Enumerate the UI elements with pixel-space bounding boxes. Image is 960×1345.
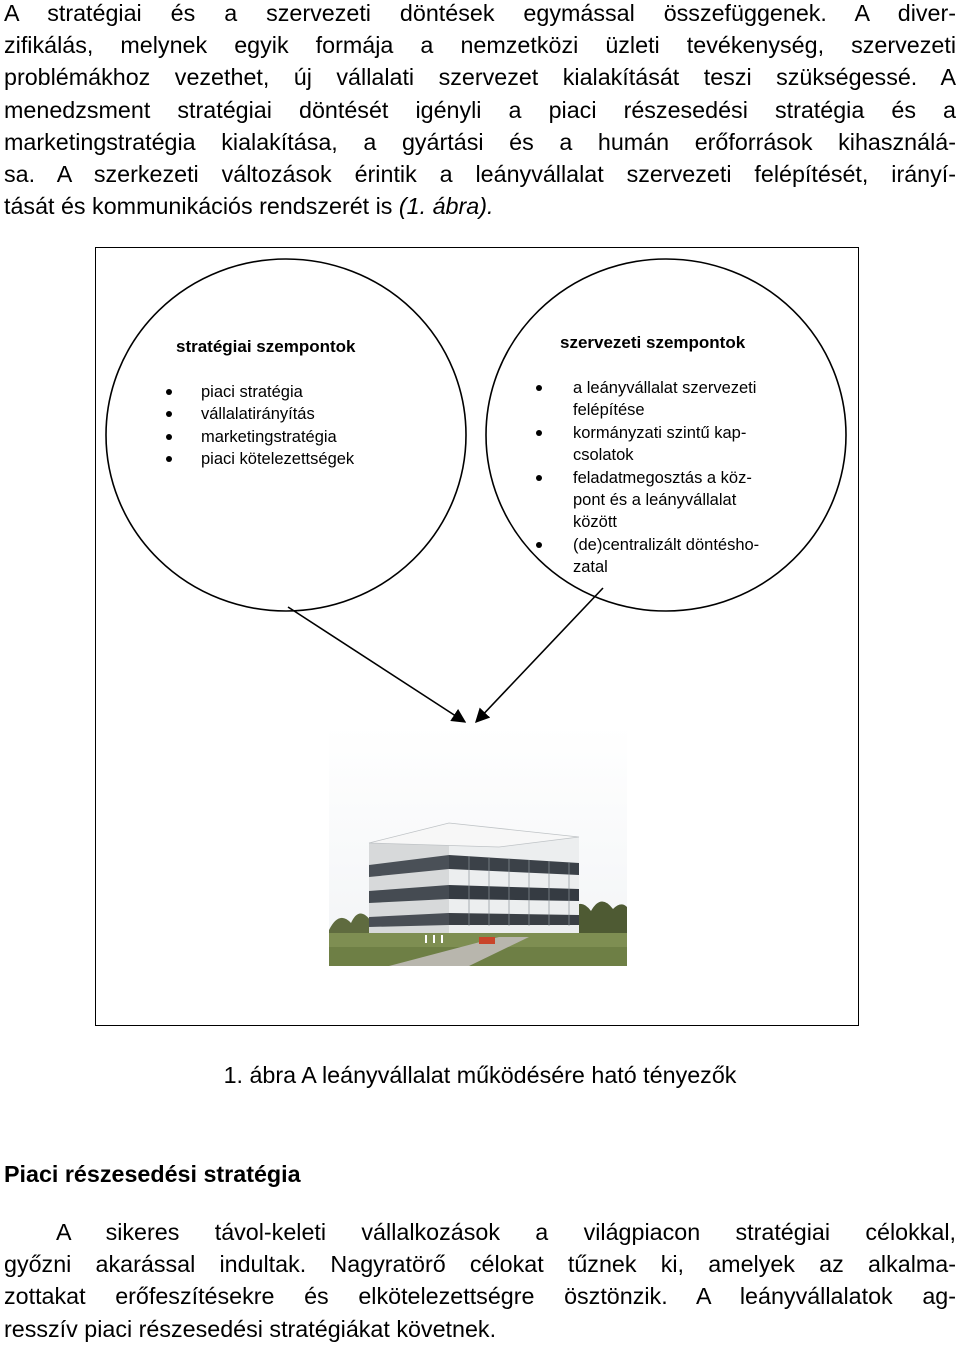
list-item: piaci kötelezettségek (165, 448, 354, 470)
figure-caption (0, 1062, 960, 1089)
factory-building-photo (329, 725, 627, 966)
list-item (535, 534, 759, 579)
list-item (535, 467, 759, 534)
section-line: resszív piaci részesedési stratégiákat követnek. (4, 1315, 497, 1342)
section-line-text: A sikeres távol-keleti vállalkozások a világpiacon stratégiai célokkal, (56, 1219, 956, 1245)
intro-line: zifikálás, melynek egyik formája a nemzetközi üzleti tevékenység, szervezeti (4, 32, 956, 59)
list-item: piaci stratégia (165, 381, 354, 403)
figure-reference: (1. ábra). (398, 193, 494, 220)
section-line (4, 1216, 956, 1248)
left-arrow (288, 607, 465, 722)
section-line: zottakat erőfeszítésekre és elkötelezettségre ösztönzik. A leányvállalatok ag- (4, 1283, 956, 1310)
right-circle-title: szervezeti szempontok (560, 333, 746, 352)
list-item-line: (de)centralizált döntésho- (573, 535, 760, 554)
intro-line: A stratégiai és a szervezeti döntések egymással összefüggenek. A diver- (4, 0, 956, 26)
list-item-line: a leányvállalat szervezeti (573, 379, 757, 397)
list-item (535, 377, 759, 422)
intro-line: marketingstratégia kialakítása, a gyártási és a humán erőforrások kihasználá- (4, 128, 956, 155)
intro-line: problémákhoz vezethet, új vállalati szervezet kialakítását teszi szükségessé. A (4, 64, 956, 91)
list-item-line: között (573, 513, 618, 532)
list-item-line: csolatok (573, 446, 634, 465)
right-circle-list (535, 377, 759, 579)
list-item (535, 422, 759, 467)
right-arrow (476, 588, 603, 722)
list-item: vállalatirányítás (165, 403, 354, 425)
list-item: marketingstratégia (165, 426, 354, 448)
left-circle-list (165, 381, 354, 471)
list-item-line: felépítése (573, 401, 645, 420)
intro-line: menedzsment stratégiai döntését igényli a piaci részesedési stratégia és a (4, 96, 956, 123)
caption-text: 1. ábra A leányvállalat működésére ható tényezők (223, 1062, 737, 1088)
list-item-line: zatal (573, 558, 608, 577)
list-item-line: pont és a leányvállalat (573, 491, 737, 510)
section-paragraph (4, 1216, 956, 1345)
list-item-line: kormányzati szintű kap- (573, 423, 747, 442)
left-circle-title: stratégiai szempontok (176, 337, 356, 356)
list-item-line: feladatmegosztás a köz- (573, 468, 752, 487)
intro-line: tását és kommunikációs rendszerét is (4, 193, 399, 220)
section-heading: Piaci részesedési stratégia (4, 1161, 301, 1187)
intro-line: sa. A szerkezeti változások érintik a leányvállalat szervezeti felépítését, irányí- (4, 161, 956, 188)
section-line: győzni akarással indultak. Nagyratörő célokat tűznek ki, amelyek az alkalma- (4, 1251, 956, 1278)
